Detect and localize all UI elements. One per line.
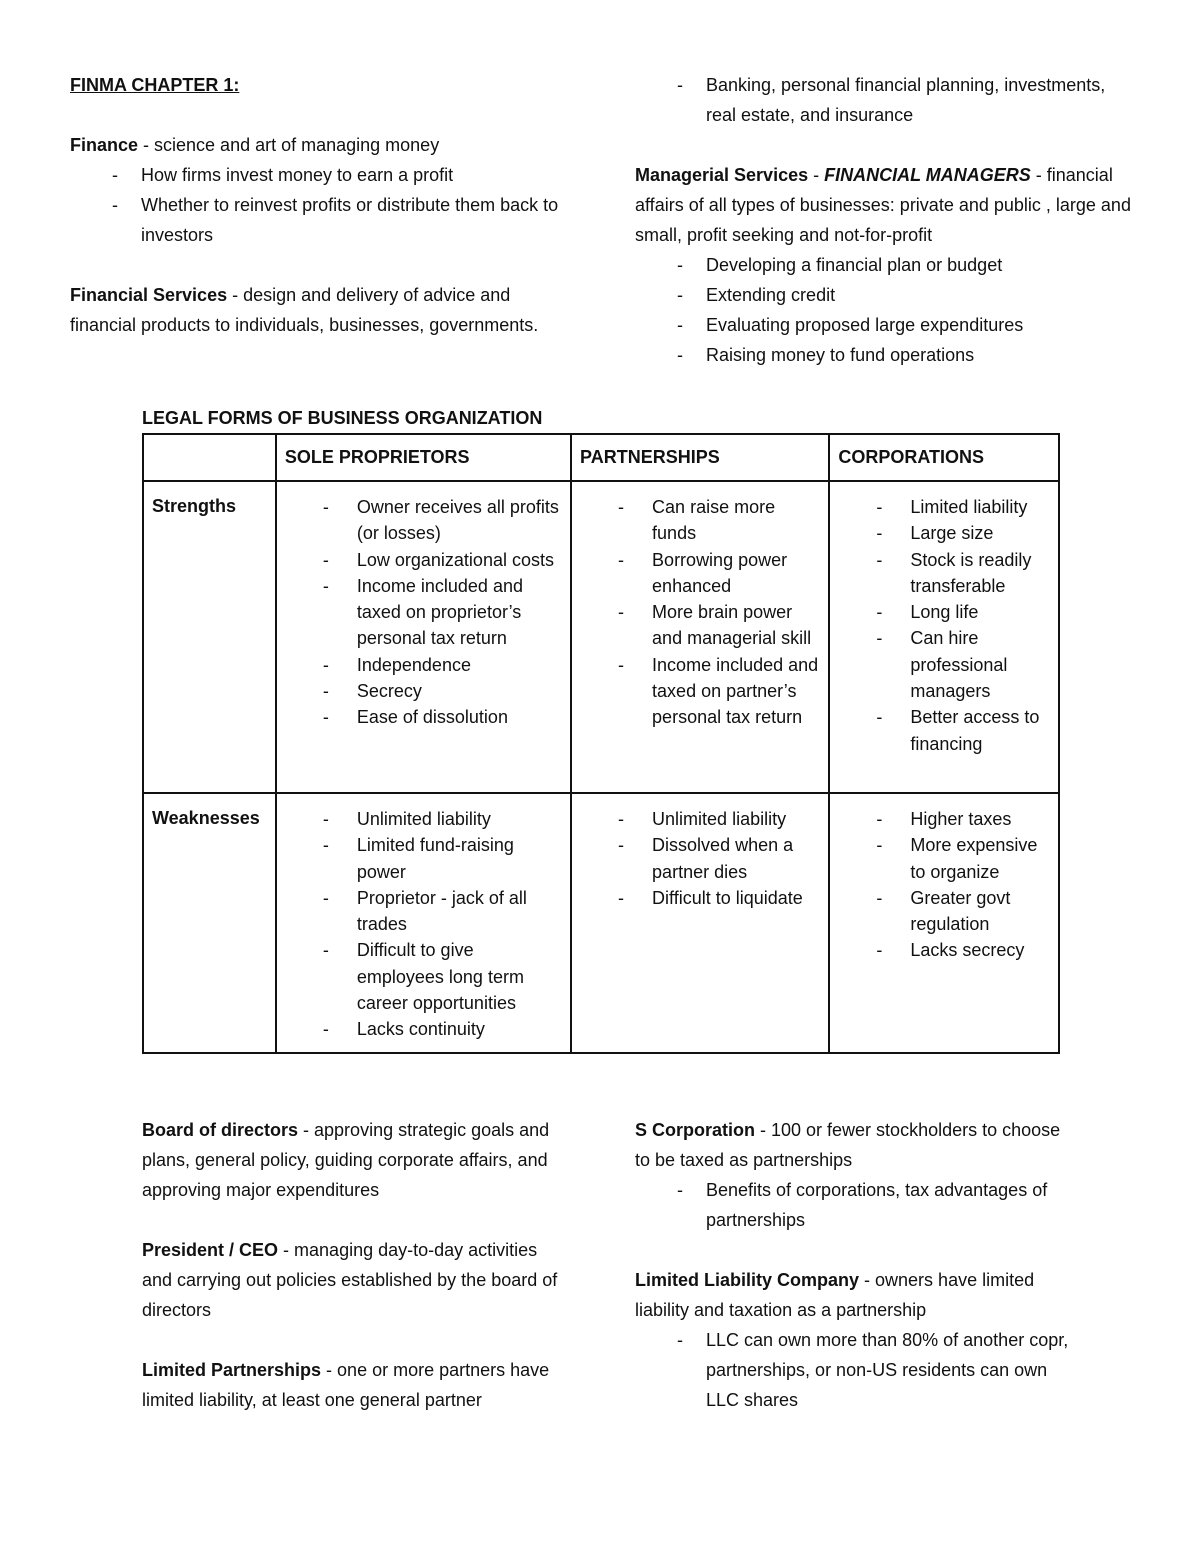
table-row xyxy=(143,481,1059,793)
row-label-weaknesses: Weaknesses xyxy=(143,793,276,1053)
list-item: - Proprietor - jack of all trades xyxy=(277,885,562,938)
s-corporation-term: S Corporation xyxy=(635,1120,755,1140)
president-definition: President / CEO - managing day-to-day activities and carrying out policies established by the board of directors xyxy=(142,1240,558,1320)
finance-term: Finance xyxy=(70,135,139,155)
list-item: - Limited liability xyxy=(830,494,1050,520)
list-item: - Better access to financing xyxy=(830,704,1050,757)
president-term: President / CEO xyxy=(142,1240,279,1260)
list-item: - Independence xyxy=(277,652,562,678)
board-term: Board of directors xyxy=(142,1120,299,1140)
chapter-title: FINMA CHAPTER 1: xyxy=(70,75,240,95)
list-item: - Evaluating proposed large expenditures xyxy=(635,310,1140,340)
table-header-cell: SOLE PROPRIETORS xyxy=(276,434,571,481)
list-item: - Higher taxes xyxy=(830,806,1050,832)
list-item: - More expensive to organize xyxy=(830,832,1050,885)
table-cell xyxy=(276,793,571,1053)
list-item: - Banking, personal financial planning, investments, real estate, and insurance xyxy=(635,70,1140,130)
limited-partnerships-term: Limited Partnerships xyxy=(142,1360,322,1380)
list-item: - Lacks secrecy xyxy=(830,937,1050,963)
list-item: - Income included and taxed on proprietor’s personal tax return xyxy=(277,573,562,652)
llc-definition: Limited Liability Company - owners have limited liability and taxation as a partnership xyxy=(635,1270,1035,1320)
top-left-column xyxy=(70,70,560,340)
table-row xyxy=(143,793,1059,1053)
s-corporation-bullets xyxy=(635,1175,1075,1235)
list-item: - Long life xyxy=(830,599,1050,625)
llc-term: Limited Liability Company xyxy=(635,1270,860,1290)
llc-bullets xyxy=(635,1325,1075,1415)
list-item: - Borrowing power enhanced xyxy=(572,547,820,600)
table-title: LEGAL FORMS OF BUSINESS ORGANIZATION xyxy=(142,408,543,428)
legal-forms-table xyxy=(142,433,1060,1054)
list-item: - Lacks continuity xyxy=(277,1016,562,1042)
list-item: - Owner receives all profits (or losses) xyxy=(277,494,562,547)
table-cell xyxy=(571,481,829,793)
list-item: - Raising money to fund operations xyxy=(635,340,1140,370)
list-item: - Can raise more funds xyxy=(572,494,820,547)
finance-definition: Finance - science and art of managing money xyxy=(70,135,440,155)
s-corporation-definition: S Corporation - 100 or fewer stockholders to choose to be taxed as partnerships xyxy=(635,1120,1061,1170)
limited-partnerships-definition: Limited Partnerships - one or more partners have limited liability, at least one general partner xyxy=(142,1360,550,1410)
table-header-cell: CORPORATIONS xyxy=(829,434,1059,481)
table-cell xyxy=(276,481,571,793)
financial-managers-emphasis: FINANCIAL MANAGERS xyxy=(824,165,1031,185)
list-item: - Difficult to liquidate xyxy=(572,885,820,911)
list-item: - Stock is readily transferable xyxy=(830,547,1050,600)
financial-services-term: Financial Services xyxy=(70,285,228,305)
list-item: - Ease of dissolution xyxy=(277,704,562,730)
list-item: - Whether to reinvest profits or distribute them back to investors xyxy=(70,190,560,250)
table-cell xyxy=(571,793,829,1053)
finance-bullets xyxy=(70,160,560,250)
managerial-services-definition: Managerial Services - FINANCIAL MANAGERS - financial affairs of all types of businesses: private and public , large and small, profit seeking and not-for-profit xyxy=(635,165,1131,245)
list-item: - How firms invest money to earn a profit xyxy=(70,160,560,190)
list-item: - Extending credit xyxy=(635,280,1140,310)
table-header-cell xyxy=(143,434,276,481)
list-item: - Benefits of corporations, tax advantages of partnerships xyxy=(635,1175,1075,1235)
managerial-services-term: Managerial Services xyxy=(635,165,809,185)
top-right-column xyxy=(635,70,1140,370)
financial-services-bullets xyxy=(635,70,1140,130)
list-item: - Difficult to give employees long term career opportunities xyxy=(277,937,562,1016)
list-item: - Developing a financial plan or budget xyxy=(635,250,1140,280)
financial-services-definition: Financial Services - design and delivery of advice and financial products to individuals, businesses, governments. xyxy=(70,285,539,335)
list-item: - LLC can own more than 80% of another copr, partnerships, or non-US residents can own LLC shares xyxy=(635,1325,1075,1415)
board-definition: Board of directors - approving strategic goals and plans, general policy, guiding corporate affairs, and approving major expenditures xyxy=(142,1120,550,1200)
list-item: - More brain power and managerial skill xyxy=(572,599,820,652)
row-label-strengths: Strengths xyxy=(143,481,276,793)
table-cell xyxy=(829,793,1059,1053)
list-item: - Dissolved when a partner dies xyxy=(572,832,820,885)
bottom-right-column xyxy=(635,1115,1075,1415)
bottom-left-column xyxy=(142,1115,562,1415)
table-header-row xyxy=(143,434,1059,481)
list-item: - Secrecy xyxy=(277,678,562,704)
list-item: - Unlimited liability xyxy=(572,806,820,832)
list-item: - Large size xyxy=(830,520,1050,546)
list-item: - Income included and taxed on partner’s personal tax return xyxy=(572,652,820,731)
list-item: - Greater govt regulation xyxy=(830,885,1050,938)
table-header-cell: PARTNERSHIPS xyxy=(571,434,829,481)
list-item: - Low organizational costs xyxy=(277,547,562,573)
managerial-bullets xyxy=(635,250,1140,370)
table-cell xyxy=(829,481,1059,793)
list-item: - Unlimited liability xyxy=(277,806,562,832)
list-item: - Limited fund-raising power xyxy=(277,832,562,885)
list-item: - Can hire professional managers xyxy=(830,625,1050,704)
